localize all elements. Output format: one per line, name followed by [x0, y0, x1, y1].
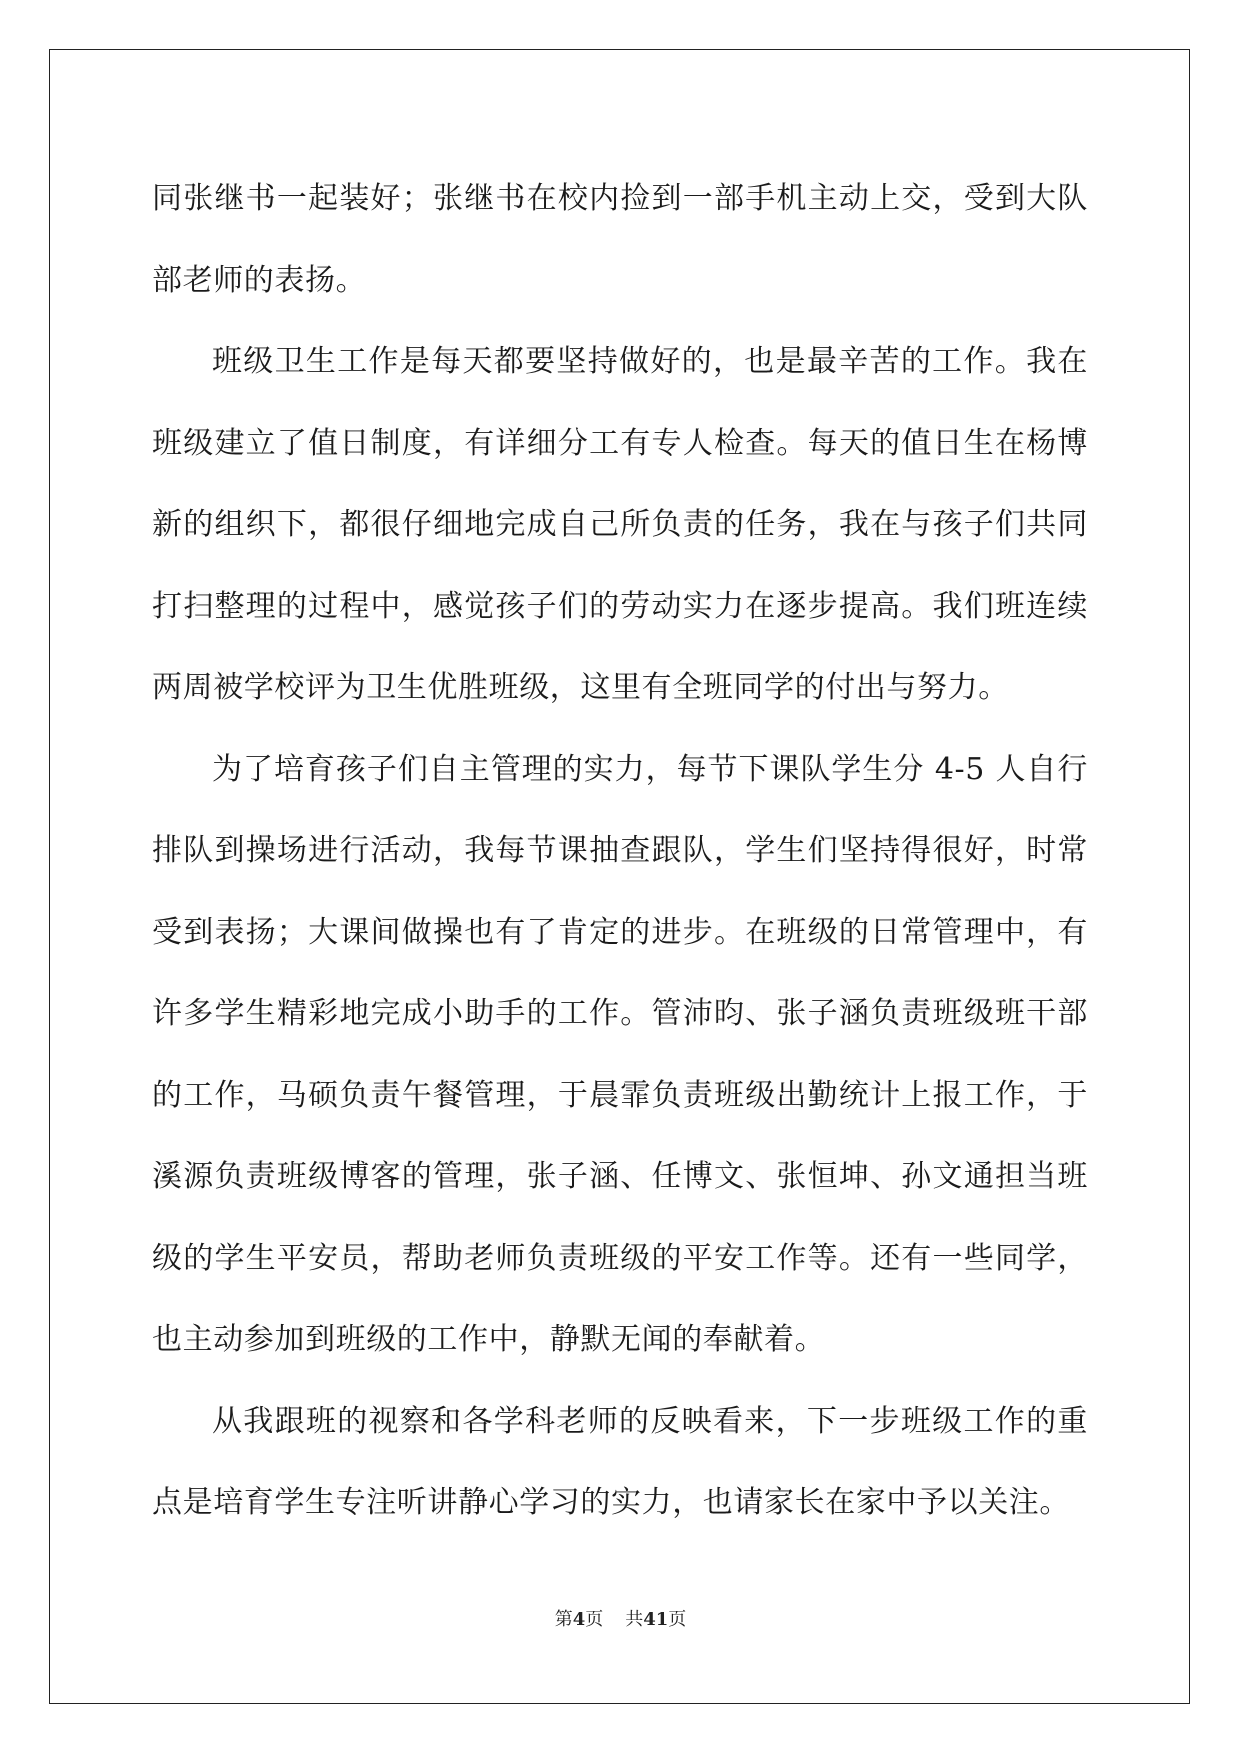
paragraph-1: 同张继书一起装好；张继书在校内捡到一部手机主动上交，受到大队部老师的表扬。 [152, 181, 1088, 298]
page-number: 4 [572, 1609, 586, 1630]
page-prefix: 第 [554, 1609, 573, 1630]
page-footer [0, 1605, 1241, 1631]
document-body [152, 158, 1088, 1544]
paragraph-3: 为了培育孩子们自主管理的实力，每节下课队学生分 4-5 人自行排队到操场进行活动，我每节课抽查跟队，学生们坚持得很好，时常受到表扬；大课间做操也有了肯定的进步。在班级的日常管理中，有许多学生精彩地完成小助手的工作。管沛昀、张子涵负责班级班干部的工作，马硕负责午餐管理，于晨霏负责班级出勤统计上报工作，于溪源负责班级博客的管理，张子涵、任博文、张恒坤、孙文通担当班级的学生平安员，帮助老师负责班级的平安工作等。还有一些同学，也主动参加到班级的工作中，静默无闻的奉献着。 [152, 751, 1088, 1357]
paragraph-2: 班级卫生工作是每天都要坚持做好的，也是最辛苦的工作。我在班级建立了值日制度，有详细分工有专人检查。每天的值日生在杨博新的组织下，都很仔细地完成自己所负责的任务，我在与孩子们共同打扫整理的过程中，感觉孩子们的劳动实力在逐步提高。我们班连续两周被学校评为卫生优胜班级，这里有全班同学的付出与努力。 [152, 344, 1088, 705]
total-suffix: 页 [668, 1609, 687, 1630]
total-prefix: 共 [625, 1609, 644, 1630]
paragraph-4: 从我跟班的视察和各学科老师的反映看来，下一步班级工作的重点是培育学生专注听讲静心学习的实力，也请家长在家中予以关注。 [152, 1403, 1088, 1520]
page-suffix: 页 [585, 1609, 604, 1630]
total-pages: 41 [643, 1609, 669, 1630]
